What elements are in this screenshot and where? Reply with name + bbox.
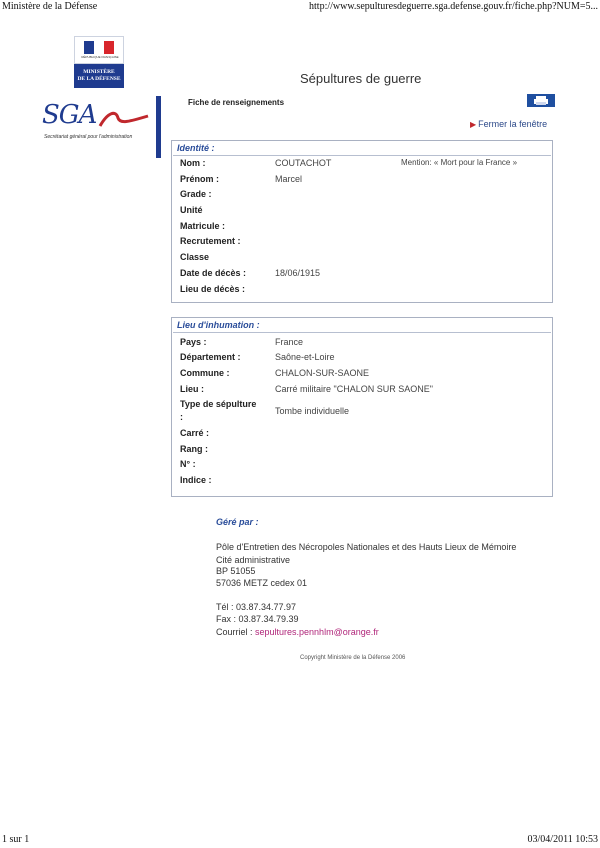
matricule-label: Matricule : bbox=[180, 221, 226, 231]
recrutement-label: Recrutement : bbox=[180, 236, 241, 246]
sga-vertical-bar bbox=[156, 96, 161, 158]
flag-caption: RÉPUBLIQUE FRANÇAISE bbox=[81, 55, 119, 59]
copyright-text: Copyright Ministère de la Défense 2006 bbox=[300, 655, 406, 661]
commune-label: Commune : bbox=[180, 368, 230, 378]
prenom-value: Marcel bbox=[275, 174, 303, 184]
triangle-right-icon: ▶ bbox=[470, 120, 477, 129]
site-title: Sépultures de guerre bbox=[300, 71, 422, 86]
print-header-left: Ministère de la Défense bbox=[2, 1, 98, 12]
unite-label: Unité bbox=[180, 205, 203, 215]
sga-letters: SGA bbox=[42, 100, 97, 130]
type-sepulture-label: Type de sépulture bbox=[180, 399, 257, 409]
address-line: Cité administrative bbox=[216, 555, 291, 565]
ministry-logo bbox=[74, 36, 124, 88]
tel-text: Tél : 03.87.34.77.97 bbox=[216, 602, 297, 612]
ministry-line2: DE LA DÉFENSE bbox=[77, 76, 121, 82]
sga-swoosh-icon bbox=[98, 108, 150, 130]
print-footer-date: 03/04/2011 10:53 bbox=[527, 834, 598, 845]
nom-label: Nom : bbox=[180, 158, 206, 168]
pays-label: Pays : bbox=[180, 337, 207, 347]
address-line: 57036 METZ cedex 01 bbox=[216, 578, 308, 588]
email-link[interactable]: sepultures.pennhlm@orange.fr bbox=[255, 627, 379, 637]
sga-logo bbox=[38, 96, 162, 158]
fax-text: Fax : 03.87.34.79.39 bbox=[216, 614, 299, 624]
pays-value: France bbox=[275, 337, 304, 347]
print-footer-page: 1 sur 1 bbox=[2, 834, 30, 845]
burial-place-panel bbox=[171, 317, 553, 497]
commune-value: CHALON-SUR-SAONE bbox=[275, 368, 370, 378]
marianne-flag-icon bbox=[74, 36, 124, 64]
type-sepulture-value: Tombe individuelle bbox=[275, 406, 350, 416]
fiche-title: Fiche de renseignements bbox=[188, 98, 285, 107]
ministry-name-box bbox=[74, 64, 124, 88]
courriel-line bbox=[216, 627, 379, 637]
identity-panel bbox=[171, 140, 553, 303]
date-deces-value: 18/06/1915 bbox=[275, 268, 321, 278]
type-sepulture-colon: : bbox=[180, 412, 183, 422]
mention-text: Mention: « Mort pour la France » bbox=[401, 158, 518, 167]
sga-subtitle: Secrétariat général pour l'administration bbox=[44, 134, 133, 140]
close-window-link[interactable] bbox=[470, 119, 547, 129]
identity-panel-title: Identité : bbox=[177, 143, 215, 153]
prenom-label: Prénom : bbox=[180, 174, 220, 184]
panel-divider bbox=[173, 155, 551, 156]
courriel-label: Courriel : bbox=[216, 627, 256, 637]
nom-value: COUTACHOT bbox=[275, 158, 332, 168]
grade-label: Grade : bbox=[180, 189, 212, 199]
ministry-line1: MINISTÈRE bbox=[83, 69, 115, 75]
numero-label: N° : bbox=[180, 459, 196, 469]
departement-label: Département : bbox=[180, 352, 241, 362]
managed-by-title: Géré par : bbox=[216, 517, 259, 527]
address-line: BP 51055 bbox=[216, 566, 256, 576]
panel-divider bbox=[173, 332, 551, 333]
carre-label: Carré : bbox=[180, 428, 210, 438]
indice-label: Indice : bbox=[180, 475, 212, 485]
date-deces-label: Date de décès : bbox=[180, 268, 247, 278]
departement-value: Saône-et-Loire bbox=[275, 352, 335, 362]
lieu-deces-label: Lieu de décès : bbox=[180, 284, 246, 294]
address-line: Pôle d'Entretien des Nécropoles Nationales et des Hauts Lieux de Mémoire bbox=[216, 542, 517, 552]
burial-panel-title: Lieu d'inhumation : bbox=[177, 320, 260, 330]
classe-label: Classe bbox=[180, 252, 210, 262]
print-button[interactable] bbox=[527, 94, 555, 107]
lieu-label: Lieu : bbox=[180, 384, 204, 394]
printer-icon bbox=[527, 94, 555, 107]
print-header-url: http://www.sepulturesdeguerre.sga.defense.gouv.fr/fiche.php?NUM=5... bbox=[309, 1, 598, 12]
close-window-label: Fermer la fenêtre bbox=[478, 119, 548, 129]
lieu-value: Carré militaire "CHALON SUR SAONE" bbox=[275, 384, 433, 394]
rang-label: Rang : bbox=[180, 444, 208, 454]
